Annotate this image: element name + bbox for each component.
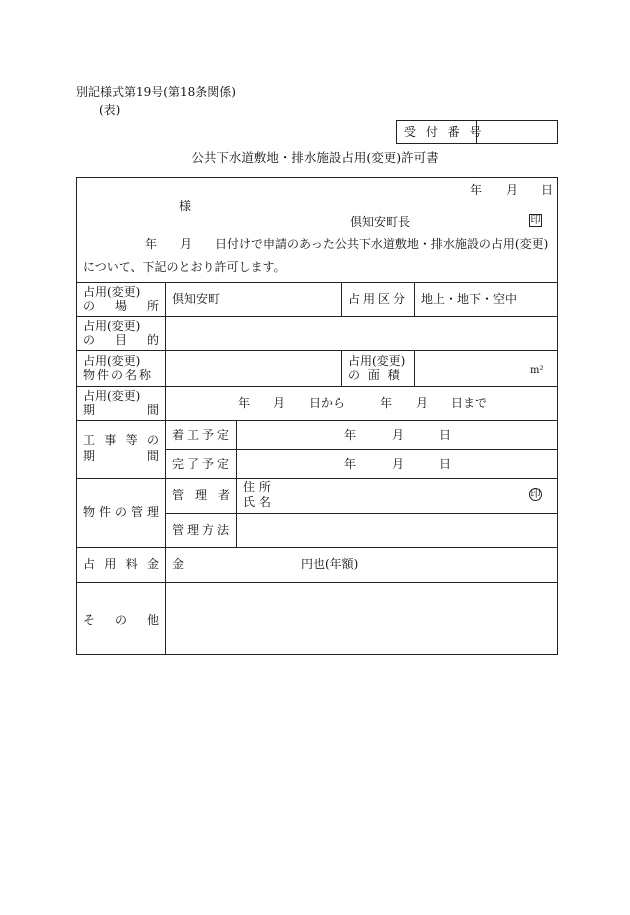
addressee-suffix: 様 [179,199,192,213]
purpose-label-line1: 占用(変更) [83,319,141,333]
object-label-line1: 占用(変更) [83,354,141,368]
side-indicator: (表) [99,103,121,117]
management-label: 物件の管理 [83,505,164,519]
construction-label-line2: 期 間 [83,449,159,463]
fee-prefix: 金 [172,557,185,571]
period-from-day: 日から [309,396,346,410]
period-to-year: 年 [380,396,393,410]
area-label-line2: の 面 積 [348,368,402,382]
purpose-label-line2: の 目 的 [83,333,159,347]
area-label-line1: 占用(変更) [348,354,406,368]
body-text-line1: 日付けで申請のあった公共下水道敷地・排水施設の占用(変更) [215,237,549,251]
location-label-line2: の 場 所 [83,299,159,313]
construction-start-month: 月 [392,428,405,442]
period-to-day: 日まで [451,396,488,410]
location-label-line1: 占用(変更) [83,285,141,299]
construction-end-year: 年 [344,457,357,471]
period-label-line2: 期 間 [83,403,159,417]
manager-label: 管 理 者 [172,488,230,502]
construction-start-year: 年 [344,428,357,442]
header-date-month: 月 [506,183,519,197]
body-text-line2: について、下記のとおり許可します。 [83,260,286,274]
period-from-month: 月 [273,396,286,410]
issuer-seal-icon: 印 [530,215,541,226]
period-from-year: 年 [238,396,251,410]
period-to-month: 月 [416,396,429,410]
method-label: 管理方法 [172,523,233,537]
header-date-year: 年 [470,183,483,197]
construction-start-day: 日 [439,428,452,442]
object-label-line2: 物件の名称 [83,368,154,382]
construction-end-label: 完了予定 [172,457,233,471]
manager-name-label: 氏 名 [243,495,271,509]
manager-seal-icon: 印 [530,489,541,500]
issuer-name: 倶知安町長 [350,215,411,229]
construction-start-label: 着工予定 [172,428,233,442]
body-year: 年 [145,237,158,251]
reception-number-label: 受 付 番 号 [404,125,485,139]
fee-suffix: 円也(年額) [301,557,359,571]
manager-address-label: 住 所 [243,480,271,494]
construction-end-day: 日 [439,457,452,471]
division-value[interactable]: 地上・地下・空中 [421,292,518,306]
construction-label-line1: 工 事 等 の [83,433,159,447]
location-value[interactable]: 倶知安町 [172,292,221,306]
body-month: 月 [180,237,193,251]
form-reference: 別記様式第19号(第18条関係) [76,85,236,99]
other-label: そ の 他 [83,613,159,627]
document-title: 公共下水道敷地・排水施設占用(変更)許可書 [191,150,439,165]
period-label-line1: 占用(変更) [83,389,141,403]
division-label: 占用区分 [348,292,409,306]
construction-end-month: 月 [392,457,405,471]
area-unit: m² [530,365,544,376]
header-date-day: 日 [541,183,554,197]
fee-label: 占 用 料 金 [83,557,159,571]
